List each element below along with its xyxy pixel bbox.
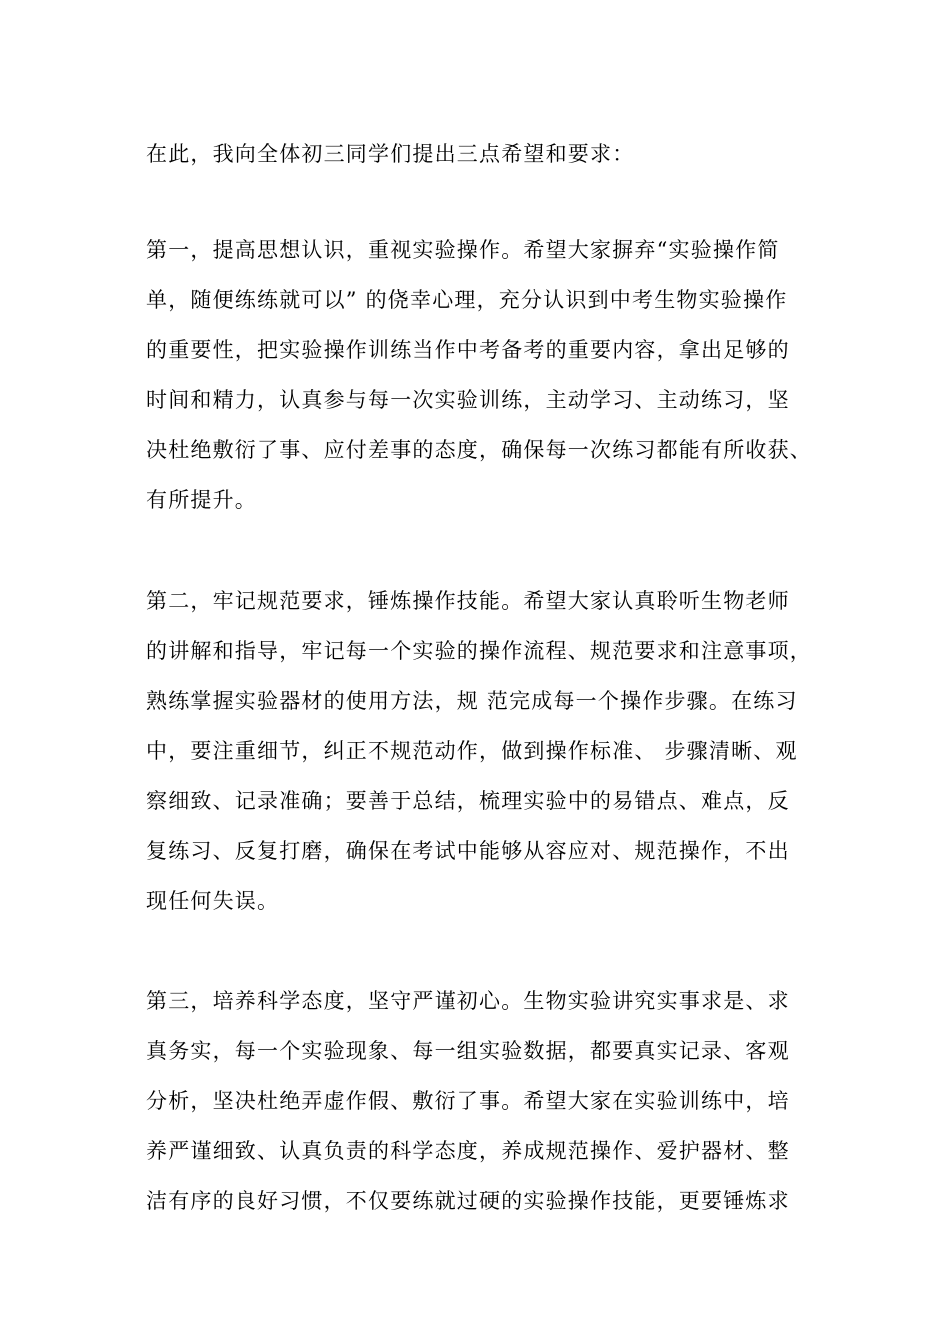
paragraph-line: 分析，坚决杜绝弄虚作假、敷衍了事。希望大家在实验训练中，培 (146, 1089, 790, 1113)
paragraph-line: 熟练掌握实验器材的使用方法，规 范完成每一个操作步骤。在练习 (146, 689, 798, 713)
paragraph-line: 复练习、反复打磨，确保在考试中能够从容应对、规范操作，不出 (146, 839, 790, 863)
paragraph-line: 现任何失误。 (146, 889, 280, 913)
paragraph-line: 决杜绝敷衍了事、应付差事的态度，确保每一次练习都能有所收获、 (146, 438, 812, 462)
paragraph-line: 察细致、记录准确；要善于总结，梳理实验中的易错点、难点，反 (146, 789, 790, 813)
paragraph-line: 第二，牢记规范要求，锤炼操作技能。希望大家认真聆听生物老师 (146, 589, 790, 613)
paragraph-line: 第一，提高思想认识，重视实验操作。希望大家摒弃“实验操作简 (146, 238, 780, 262)
paragraph-line: 的讲解和指导，牢记每一个实验的操作流程、规范要求和注意事项， (146, 639, 812, 663)
intro-line: 在此，我向全体初三同学们提出三点希望和要求： (146, 142, 635, 166)
paragraph-line: 有所提升。 (146, 488, 257, 512)
paragraph-line: 洁有序的良好习惯，不仅要练就过硬的实验操作技能，更要锤炼求 (146, 1189, 790, 1213)
paragraph-line: 真务实，每一个实验现象、每一组实验数据，都要真实记录、客观 (146, 1039, 790, 1063)
paragraph-line: 养严谨细致、认真负责的科学态度，养成规范操作、爱护器材、整 (146, 1139, 790, 1163)
paragraph-line: 的重要性，把实验操作训练当作中考备考的重要内容，拿出足够的 (146, 338, 790, 362)
paragraph-line: 中，要注重细节，纠正不规范动作，做到操作标准、 步骤清晰、观 (146, 739, 798, 763)
paragraph-line: 单，随便练练就可以” 的侥幸心理，充分认识到中考生物实验操作 (146, 288, 788, 312)
paragraph-line: 第三，培养科学态度，坚守严谨初心。生物实验讲究实事求是、求 (146, 989, 790, 1013)
paragraph-line: 时间和精力，认真参与每一次实验训练，主动学习、主动练习，坚 (146, 388, 790, 412)
